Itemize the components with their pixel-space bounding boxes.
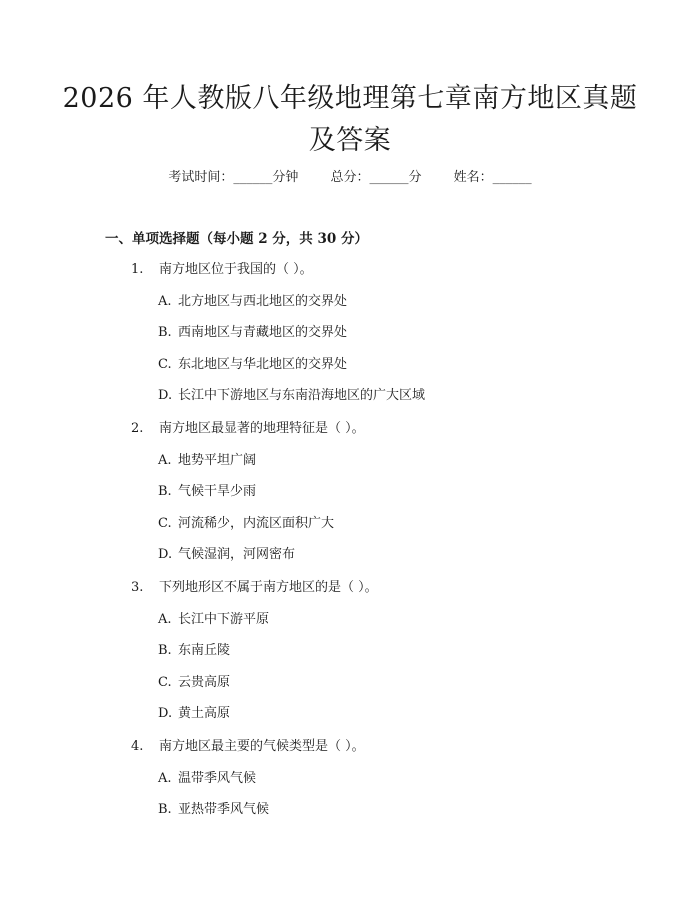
option-item <box>158 482 256 502</box>
question-number: 1. <box>131 262 144 277</box>
option-text: 气候干旱少雨 <box>178 484 257 499</box>
question-item <box>131 419 365 439</box>
question-text: 南方地区位于我国的（ ）。 <box>159 262 313 277</box>
exam-time-label: 考试时间：______分钟 <box>168 170 299 185</box>
option-text: 温带季风气候 <box>178 771 257 786</box>
option-letter: B. <box>158 643 172 658</box>
option-item <box>158 355 347 375</box>
question-number: 4. <box>131 739 144 754</box>
total-score-label: 总分：______分 <box>330 170 422 185</box>
option-text: 东北地区与华北地区的交界处 <box>178 357 348 372</box>
question-text: 南方地区最主要的气候类型是（ ）。 <box>159 739 365 754</box>
option-item <box>158 514 334 534</box>
option-item <box>158 641 230 661</box>
option-text: 云贵高原 <box>178 675 231 690</box>
exam-meta-line <box>0 168 700 188</box>
option-letter: C. <box>158 516 172 531</box>
option-item <box>158 800 269 820</box>
option-item <box>158 386 425 406</box>
option-text: 长江中下游平原 <box>178 612 270 627</box>
option-item <box>158 292 347 312</box>
option-letter: D. <box>158 388 173 403</box>
question-text: 下列地形区不属于南方地区的是（ ）。 <box>159 580 378 595</box>
option-letter: C. <box>158 675 172 690</box>
option-letter: D. <box>158 706 173 721</box>
document-title: 2026 年人教版八年级地理第七章南方地区真题及答案 <box>62 83 638 156</box>
option-text: 气候湿润，河网密布 <box>178 547 296 562</box>
question-item <box>131 260 313 280</box>
question-text: 南方地区最显著的地理特征是（ ）。 <box>159 421 365 436</box>
option-letter: B. <box>158 325 172 340</box>
student-name-label: 姓名：______ <box>453 170 532 185</box>
option-text: 黄土高原 <box>178 706 231 721</box>
option-item <box>158 323 347 343</box>
option-letter: A. <box>158 612 172 627</box>
option-letter: A. <box>158 453 172 468</box>
question-item <box>131 737 365 757</box>
option-item <box>158 451 256 471</box>
option-item <box>158 545 295 565</box>
option-letter: C. <box>158 357 172 372</box>
option-item <box>158 704 230 724</box>
option-item <box>158 673 230 693</box>
option-text: 西南地区与青藏地区的交界处 <box>178 325 348 340</box>
option-text: 北方地区与西北地区的交界处 <box>178 294 348 309</box>
option-text: 河流稀少，内流区面积广大 <box>178 516 335 531</box>
option-item <box>158 610 269 630</box>
option-text: 长江中下游地区与东南沿海地区的广大区域 <box>178 388 426 403</box>
option-letter: A. <box>158 294 172 309</box>
question-number: 2. <box>131 421 144 436</box>
option-text: 地势平坦广阔 <box>178 453 257 468</box>
option-letter: A. <box>158 771 172 786</box>
option-letter: B. <box>158 484 172 499</box>
section-heading: 一、单项选择题（每小题 2 分，共 30 分） <box>105 231 368 247</box>
option-item <box>158 769 256 789</box>
option-text: 东南丘陵 <box>178 643 231 658</box>
option-text: 亚热带季风气候 <box>178 802 270 817</box>
option-letter: D. <box>158 547 173 562</box>
option-letter: B. <box>158 802 172 817</box>
question-item <box>131 578 378 598</box>
question-number: 3. <box>131 580 144 595</box>
